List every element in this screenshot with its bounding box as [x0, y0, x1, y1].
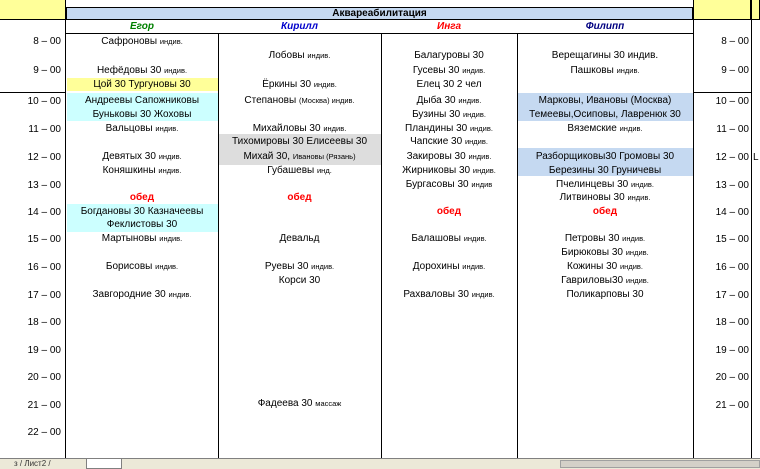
- egor-entry[interactable]: Вальцовы индив.: [105, 123, 179, 134]
- inga-entry[interactable]: Чапские 30 индив.: [410, 136, 488, 147]
- filipp-entry[interactable]: Вяземские индив.: [567, 123, 643, 134]
- egor-entry[interactable]: Феклистовы 30: [106, 219, 178, 230]
- hour-line-10-right: [693, 92, 751, 93]
- time-left-20: 20 – 00: [27, 372, 61, 383]
- time-left-22: 22 – 00: [27, 427, 61, 438]
- egor-entry[interactable]: Борисовы индив.: [105, 261, 179, 272]
- header-egor: Егор: [130, 21, 154, 32]
- egor-entry[interactable]: Девятых 30 индив.: [102, 151, 182, 162]
- inga-entry[interactable]: Гусевы 30 индив.: [412, 65, 486, 76]
- time-right-14: 14 – 00: [715, 207, 749, 218]
- time-right-12: 12 – 00: [715, 152, 749, 163]
- kirill-entry[interactable]: Степановы (Москва) индив.: [244, 95, 355, 106]
- sheet-tabs-label[interactable]: з / Лист2 /: [14, 459, 51, 468]
- filipp-entry[interactable]: Верещагины 30 индив.: [551, 50, 659, 61]
- sheet-tab-bar: [0, 458, 760, 469]
- hour-line-10: [0, 92, 66, 93]
- filipp-entry[interactable]: Марковы, Ивановы (Москва): [538, 95, 672, 106]
- egor-entry[interactable]: Сафроновы индив.: [101, 36, 183, 47]
- kirill-entry[interactable]: Михайловы 30 индив.: [252, 123, 347, 134]
- inga-entry[interactable]: Закировы 30 индив.: [406, 151, 492, 162]
- time-left-11: 11 – 00: [28, 124, 61, 135]
- time-left-14: 14 – 00: [27, 207, 61, 218]
- time-right-19: 19 – 00: [715, 345, 749, 356]
- egor-lunch[interactable]: обед: [129, 192, 155, 203]
- time-left-15: 15 – 00: [27, 234, 61, 245]
- far-right-header-cell[interactable]: [751, 0, 760, 20]
- filipp-entry[interactable]: Темеевы,Осиповы, Лавренюк 30: [529, 109, 681, 120]
- time-left-10: 10 – 00: [27, 96, 61, 107]
- kirill-entry[interactable]: Губашевы инд.: [267, 165, 332, 176]
- col-border-right: [751, 0, 752, 458]
- filipp-entry[interactable]: Разборщиковы30 Громовы 30: [535, 151, 675, 162]
- filipp-entry[interactable]: Пашковы индив.: [570, 65, 640, 76]
- inga-entry[interactable]: Балагуровы 30: [414, 50, 484, 61]
- inga-entry[interactable]: Балашовы индив.: [411, 233, 487, 244]
- time-right-20: 20 – 00: [715, 372, 749, 383]
- filipp-entry[interactable]: Петровы 30 индив.: [564, 233, 646, 244]
- inga-entry[interactable]: Елец 30 2 чел: [416, 79, 482, 90]
- filipp-entry[interactable]: Поликарповы 30: [566, 289, 644, 300]
- time-left-8: 8 – 00: [33, 36, 61, 47]
- corner-header-cell[interactable]: [0, 0, 66, 20]
- inga-entry[interactable]: Пландины 30 индив.: [405, 123, 493, 134]
- inga-entry[interactable]: Рахваловы 30 индив.: [403, 289, 495, 300]
- filipp-entry[interactable]: Пчелинцевы 30 индив.: [556, 179, 654, 190]
- kirill-entry[interactable]: Фадеева 30 массаж: [257, 398, 342, 409]
- time-right-16: 16 – 00: [715, 262, 749, 273]
- kirill-entry[interactable]: Корси 30: [278, 275, 321, 286]
- egor-entry[interactable]: Коняшкины индив.: [102, 165, 182, 176]
- time-right-13: 13 – 00: [715, 180, 749, 191]
- time-right-15: 15 – 00: [715, 234, 749, 245]
- sheet-title: Аквареабилитация: [332, 8, 427, 19]
- kirill-entry[interactable]: Лобовы индив.: [268, 50, 331, 61]
- right-header-cell[interactable]: [693, 0, 751, 20]
- right-edge-char: L: [753, 152, 759, 163]
- header-inga: Инга: [437, 21, 461, 32]
- time-left-21: 21 – 00: [27, 400, 61, 411]
- inga-entry[interactable]: Бургасовы 30 индив: [405, 179, 493, 190]
- inga-entry[interactable]: Дыба 30 индив.: [416, 95, 482, 106]
- time-left-18: 18 – 00: [27, 317, 61, 328]
- kirill-entry[interactable]: Руевы 30 индив.: [264, 261, 335, 272]
- kirill-entry[interactable]: Ёркины 30 индив.: [262, 79, 337, 90]
- egor-entry[interactable]: Андреевы Сапожниковы: [84, 95, 200, 106]
- time-right-10: 10 – 00: [715, 96, 749, 107]
- egor-entry[interactable]: Завгородние 30 индив.: [92, 289, 192, 300]
- egor-entry[interactable]: Богдановы 30 Казначеевы: [80, 206, 204, 217]
- kirill-entry[interactable]: Тихомировы 30 Елисеевы 30: [231, 136, 368, 147]
- filipp-entry[interactable]: Березины 30 Груничевы: [548, 165, 662, 176]
- filipp-entry[interactable]: Литвиновы 30 индив.: [559, 192, 651, 203]
- horizontal-scrollbar[interactable]: [560, 460, 760, 468]
- time-left-17: 17 – 00: [27, 290, 61, 301]
- header-kirill: Кирилл: [281, 21, 318, 32]
- header-underline: [66, 33, 693, 34]
- time-left-9: 9 – 00: [33, 65, 61, 76]
- time-left-13: 13 – 00: [27, 180, 61, 191]
- inga-entry[interactable]: Жирниковы 30 индив.: [402, 165, 496, 176]
- time-right-18: 18 – 00: [715, 317, 749, 328]
- time-right-11: 11 – 00: [716, 124, 749, 135]
- time-right-17: 17 – 00: [715, 290, 749, 301]
- filipp-lunch[interactable]: обед: [592, 206, 618, 217]
- time-left-19: 19 – 00: [27, 345, 61, 356]
- kirill-entry[interactable]: Михай 30, Ивановы (Рязань): [243, 151, 356, 162]
- time-right-8: 8 – 00: [721, 36, 749, 47]
- filipp-entry[interactable]: Кожины 30 индив.: [567, 261, 643, 272]
- time-right-9: 9 – 00: [721, 65, 749, 76]
- header-filipp: Филипп: [585, 21, 625, 32]
- inga-lunch[interactable]: обед: [436, 206, 462, 217]
- inga-entry[interactable]: Бузины 30 индив.: [412, 109, 486, 120]
- filipp-entry[interactable]: Бирюковы 30 индив.: [561, 247, 649, 258]
- egor-entry[interactable]: Мартыновы индив.: [101, 233, 183, 244]
- egor-entry[interactable]: Буньковы 30 Жоховы: [92, 109, 192, 120]
- egor-entry[interactable]: Нефёдовы 30 индив.: [96, 65, 188, 76]
- sheet-tab-active[interactable]: [86, 459, 122, 469]
- kirill-lunch[interactable]: обед: [287, 192, 312, 203]
- time-left-16: 16 – 00: [27, 262, 61, 273]
- time-left-12: 12 – 00: [27, 152, 61, 163]
- inga-entry[interactable]: Дорохины индив.: [412, 261, 486, 272]
- time-right-21: 21 – 00: [715, 400, 749, 411]
- filipp-entry[interactable]: Гавриловы30 индив.: [561, 275, 649, 286]
- egor-entry[interactable]: Цой 30 Тургуновы 30: [93, 79, 191, 90]
- kirill-entry[interactable]: Девальд: [279, 233, 320, 244]
